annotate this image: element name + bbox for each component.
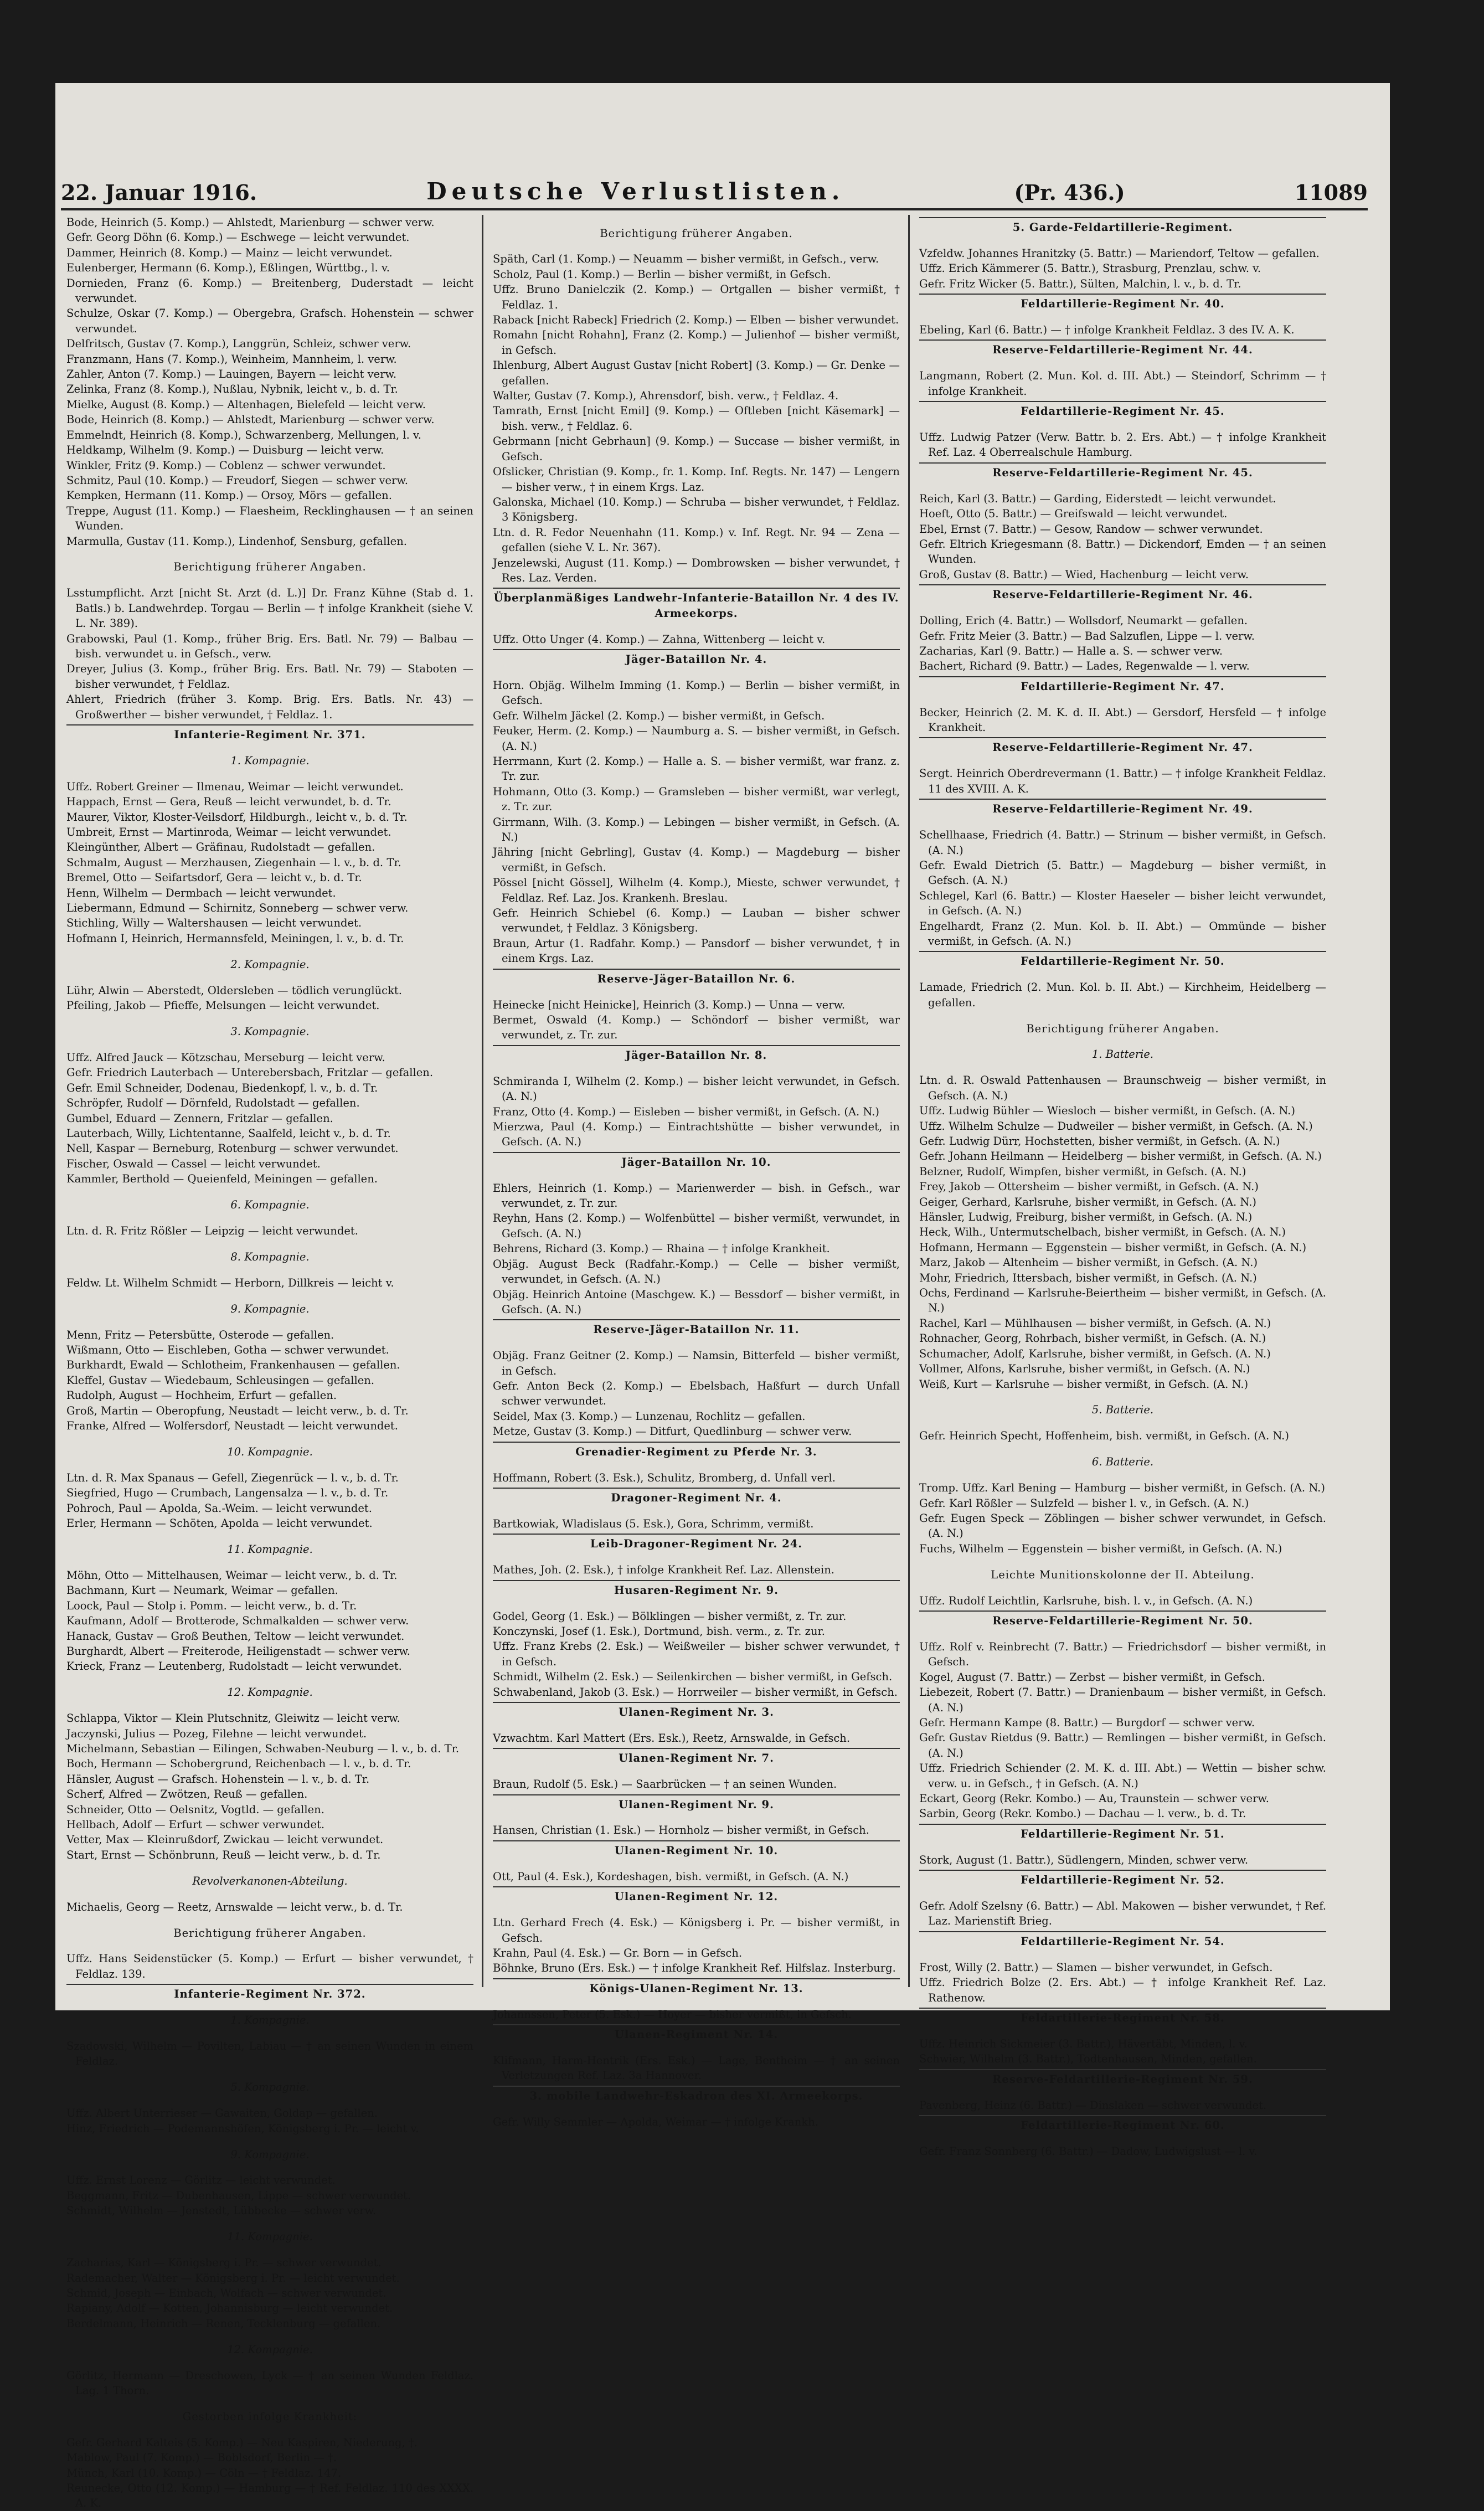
casualty-entry: Uffz. Hans Seidenstücker (5. Komp.) — Erfurt — bisher verwundet, † Feldlaz. 139. (66, 1952, 473, 1980)
casualty-entry: Mablow, Paul (7. Komp.) — Boblsdorf, Berlin — †. (66, 2451, 337, 2464)
casualty-entry: Gefr. Fritz Wicker (5. Battr.), Sülten, Malchin, l. v., b. d. Tr. (919, 277, 1241, 290)
casualty-entry: Uffz. Franz Krebs (2. Esk.) — Weißweiler — bisher schwer verwundet, † in Gefsch. (493, 1640, 900, 1668)
casualty-entry: Franke, Alfred — Wolfersdorf, Neustadt — leicht verwundet. (66, 1419, 398, 1433)
casualty-entry: Galonska, Michael (10. Komp.) — Schruba — bisher verwundet, † Feldlaz. 3 Königsberg. (493, 495, 900, 524)
section-heading: Feldartillerie-Regiment Nr. 47. (919, 676, 1326, 694)
casualty-entry: Ihlenburg, Albert August Gustav [nicht Robert] (3. Komp.) — Gr. Denke — gefallen. (493, 359, 900, 387)
casualty-entry: Delfritsch, Gustav (7. Komp.), Langgrün, Schleiz, schwer verw. (66, 337, 411, 351)
section-heading: 3. mobile Landwehr-Eskadron des XI. Armeekorps. (493, 2086, 900, 2103)
casualty-entry: Klifmann, Harm-Hentrik (Ers. Esk.) — Lage, Bentheim — † an seinen Verletzungen Ref. Laz. 3a Hannover. (493, 2054, 900, 2082)
page-header (61, 172, 1368, 205)
casualty-entry: Groß, Martin — Oberopfung, Neustadt — leicht verw., b. d. Tr. (66, 1404, 409, 1417)
casualty-entry: Rohnacher, Georg, Rohrbach, bisher vermißt, in Gefsch. (A. N.) (919, 1332, 1266, 1345)
column-divider (908, 215, 910, 1987)
section-heading: Feldartillerie-Regiment Nr. 54. (919, 1931, 1326, 1949)
casualty-entry: Gefr. Gustav Rietdus (9. Battr.) — Remlingen — bisher vermißt, in Gefsch. (A. N.) (919, 1731, 1326, 1759)
casualty-entry: Jähring [nicht Gebrling], Gustav (4. Komp.) — Magdeburg — bisher vermißt, in Gefsch. (493, 846, 900, 874)
casualty-entry: Rachel, Karl — Mühlhausen — bisher vermißt, in Gefsch. (A. N.) (919, 1316, 1271, 1330)
casualty-entry: Schlappa, Viktor — Klein Plutschnitz, Gleiwitz — leicht verw. (66, 1712, 400, 1725)
casualty-entry: Uffz. Ludwig Patzer (Verw. Battr. b. 2. Ers. Abt.) — † infolge Krankheit Ref. Laz. 4 Oberrealschule Hamburg. (919, 431, 1326, 459)
casualty-entry: Fischer, Oswald — Cassel — leicht verwundet. (66, 1157, 321, 1170)
casualty-entry: Münch, Karl (10. Komp.) — Cöln — † Feldlaz. 147. (66, 2466, 342, 2479)
casualty-entry: Gefr. Eugen Speck — Zöblingen — bisher schwer verwundet, in Gefsch. (A. N.) (919, 1511, 1326, 1540)
casualty-entry: Hansen, Christian (1. Esk.) — Hornholz — bisher vermißt, in Gefsch. (493, 1824, 869, 1837)
casualty-entry: Dreyer, Julius (3. Komp., früher Brig. Ers. Batl. Nr. 79) — Staboten — bisher verwundet, † Feldlaz. (66, 662, 473, 691)
casualty-entry: Gefr. Wilhelm Jäckel (2. Komp.) — bisher vermißt, in Gefsch. (493, 709, 825, 722)
subheading: Leichte Munitionskolonne der II. Abteilung. (991, 1568, 1255, 1581)
casualty-entry: Bremel, Otto — Seifartsdorf, Gera — leicht v., b. d. Tr. (66, 871, 362, 884)
casualty-entry: Szadowski, Wilhelm — Povilten, Labiau — † an seinen Wunden in einem Feldlaz. (66, 2040, 473, 2068)
column-3 (919, 215, 1326, 2158)
column-2 (493, 215, 900, 2128)
casualty-entry: Zelinka, Franz (8. Komp.), Nußlau, Nybnik, leicht v., b. d. Tr. (66, 383, 398, 396)
casualty-entry: Krahn, Paul (4. Esk.) — Gr. Born — in Gefsch. (493, 1946, 743, 1959)
casualty-entry: Walter, Gustav (7. Komp.), Ahrensdorf, bish. verw., † Feldlaz. 4. (493, 389, 839, 403)
casualty-entry: Bermet, Oswald (4. Komp.) — Schöndorf — bisher vermißt, war verwundet, z. Tr. zur. (493, 1013, 900, 1042)
casualty-entry: Vzwachtm. Karl Mattert (Ers. Esk.), Reetz, Arnswalde, in Gefsch. (493, 1731, 851, 1745)
casualty-entry: Eulenberger, Hermann (6. Komp.), Eßlingen, Württbg., l. v. (66, 261, 390, 275)
casualty-entry: Schwabenland, Jakob (3. Esk.) — Horrweiler — bisher vermißt, in Gefsch. (493, 1685, 898, 1699)
casualty-entry: Kaufmann, Adolf — Brotterode, Schmalkalden — schwer verw. (66, 1614, 409, 1628)
casualty-entry: Ltn. d. R. Oswald Pattenhausen — Braunschweig — bisher vermißt, in Gefsch. (A. N.) (919, 1074, 1326, 1102)
casualty-entry: Ott, Paul (4. Esk.), Kordeshagen, bish. vermißt, in Gefsch. (A. N.) (493, 1870, 849, 1883)
casualty-entry: Hoffmann, Robert (3. Esk.), Schulitz, Bromberg, d. Unfall verl. (493, 1471, 836, 1484)
casualty-entry: Stork, August (1. Battr.), Südlengern, Minden, schwer verw. (919, 1853, 1249, 1866)
casualty-entry: Uffz. Heinrich Sickmeier (3. Battr.), Hävertäbt, Minden, l. v. (919, 2037, 1248, 2050)
casualty-entry: Zacharias, Karl — Königsberg i. Pr. — schwer verwundet. (66, 2256, 382, 2270)
casualty-entry: Happach, Ernst — Gera, Reuß — leicht verwundet, b. d. Tr. (66, 795, 391, 809)
casualty-entry: Erler, Hermann — Schöten, Apolda — leicht verwundet. (66, 1517, 373, 1530)
casualty-entry: Maurer, Viktor, Kloster-Veilsdorf, Hildburgh., leicht v., b. d. Tr. (66, 810, 408, 824)
casualty-entry: Pössel [nicht Gössel], Wilhelm (4. Komp.), Mieste, schwer verwundet, † Feldlaz. Ref. Laz. Jos. Krankenh. Breslau. (493, 876, 900, 904)
casualty-entry: Franz, Otto (4. Komp.) — Eisleben — bisher vermißt, in Gefsch. (A. N.) (493, 1105, 880, 1118)
casualty-entry: Dornieden, Franz (6. Komp.) — Breitenberg, Duderstadt — leicht verwundet. (66, 276, 473, 305)
section-heading: 5. Garde-Feldartillerie-Regiment. (919, 217, 1326, 235)
casualty-entry: Schmid, Joseph — Einbach, Wolfach — schwer verwundet. (66, 2286, 387, 2299)
casualty-entry: Hanack, Gustav — Groß Beuthen, Teltow — leicht verwundet. (66, 1629, 405, 1643)
section-heading: Infanterie-Regiment Nr. 372. (66, 1984, 473, 2001)
casualty-entry: Geiger, Gerhard, Karlsruhe, bisher vermißt, in Gefsch. (A. N.) (919, 1195, 1257, 1208)
subheading: 10. Kompagnie. (227, 1445, 313, 1458)
casualty-entry: Bode, Heinrich (8. Komp.) — Ahlstedt, Marienburg — schwer verw. (66, 413, 435, 426)
casualty-entry: Bartkowiak, Wladislaus (5. Esk.), Gora, Schrimm, vermißt. (493, 1517, 814, 1530)
casualty-entry: Rademacher, Walter — Königsberg i. Pr. — leicht verwundet. (66, 2271, 400, 2284)
casualty-entry: Uffz. Erich Kämmerer (5. Battr.), Strasburg, Prenzlau, schw. v. (919, 262, 1261, 275)
casualty-entry: Hoeft, Otto (5. Battr.) — Greifswald — leicht verwundet. (919, 507, 1228, 521)
casualty-entry: Uffz. Bruno Danielczik (2. Komp.) — Ortgallen — bisher vermißt, † Feldlaz. 1. (493, 283, 900, 311)
casualty-entry: Vetter, Max — Kleinrußdorf, Zwickau — leicht verwundet. (66, 1833, 384, 1846)
casualty-entry: Reyhn, Hans (2. Komp.) — Wolfenbüttel — bisher vermißt, verwundet, in Gefsch. (A. N.) (493, 1212, 900, 1240)
casualty-entry: Kleffel, Gustav — Wiedebaum, Schleusingen — gefallen. (66, 1373, 375, 1387)
casualty-entry: Kammler, Berthold — Queienfeld, Meiningen — gefallen. (66, 1172, 378, 1186)
newspaper-page (55, 83, 1390, 2510)
section-heading: Jäger-Bataillon Nr. 8. (493, 1045, 900, 1063)
casualty-entry: Schmiranda I, Wilhelm (2. Komp.) — bisher leicht verwundet, in Gefsch. (A. N.) (493, 1074, 900, 1103)
casualty-entry: Uffz. Rudolf Leichtlin, Karlsruhe, bish. l. v., in Gefsch. (A. N.) (919, 1594, 1253, 1607)
casualty-entry: Marz, Jakob — Altenheim — bisher vermißt, in Gefsch. (A. N.) (919, 1256, 1258, 1269)
casualty-entry: Feuker, Herm. (2. Komp.) — Naumburg a. S. — bisher vermißt, in Gefsch. (A. N.) (493, 724, 900, 753)
casualty-entry: Gefr. Fritz Meier (3. Battr.) — Bad Salzuflen, Lippe — l. verw. (919, 629, 1255, 642)
section-heading: Infanterie-Regiment Nr. 371. (66, 724, 473, 742)
casualty-entry: Schulze, Oskar (7. Komp.) — Obergebra, Grafsch. Hohenstein — schwer verwundet. (66, 307, 473, 335)
header-date: 22. Januar 1916. (61, 180, 257, 205)
casualty-entry: Romahn [nicht Rohahn], Franz (2. Komp.) — Julienhof — bisher vermißt, in Gefsch. (493, 328, 900, 357)
casualty-entry: Becker, Heinrich (2. M. K. d. II. Abt.) — Gersdorf, Hersfeld — † infolge Krankheit. (919, 706, 1326, 734)
casualty-entry: Gefr. Franz Sonnberg (6. Battr.) — Dadow, Ludwigslust — l. v. (919, 2144, 1258, 2158)
section-heading: Königs-Ulanen-Regiment Nr. 13. (493, 1978, 900, 1996)
section-heading: Dragoner-Regiment Nr. 4. (493, 1488, 900, 1505)
casualty-entry: Tromp. Uffz. Karl Bening — Hamburg — bisher vermißt, in Gefsch. (A. N.) (919, 1481, 1325, 1495)
casualty-entry: Uffz. Otto Unger (4. Komp.) — Zahna, Wittenberg — leicht v. (493, 632, 826, 646)
section-heading: Ulanen-Regiment Nr. 10. (493, 1840, 900, 1858)
casualty-entry: Rapiany, Adolf — Kotten, Johannisburg — leicht verwundet. (66, 2302, 393, 2315)
casualty-entry: Johannssen, Peter (5. Esk.) — Hoyer — bisher vermißt, in Gefsch. (493, 2008, 852, 2021)
casualty-entry: Start, Ernst — Schönbrunn, Reuß — leicht verw., b. d. Tr. (66, 1848, 381, 1861)
casualty-entry: Burghardt, Albert — Freiterode, Heiligenstadt — schwer verw. (66, 1644, 411, 1658)
header-page-number: 11089 (1294, 180, 1368, 205)
casualty-entry: Böhnke, Bruno (Ers. Esk.) — † infolge Krankheit Ref. Hilfslaz. Insterburg. (493, 1962, 896, 1975)
casualty-entry: Horn. Objäg. Wilhelm Imming (1. Komp.) — Berlin — bisher vermißt, in Gefsch. (493, 678, 900, 707)
casualty-entry: Ltn. d. R. Fedor Neuenhahn (11. Komp.) v. Inf. Regt. Nr. 94 — Zena — gefallen (siehe V. L. Nr. 367). (493, 526, 900, 554)
casualty-entry: Pavenberg, Heinz (6. Battr.) — Dinslaken — schwer verwundet. (919, 2098, 1267, 2112)
subheading: 9. Kompagnie. (230, 2148, 310, 2161)
casualty-entry: Görlitz, Hermann — Dreschowen, Lyck — † an seinen Wunden Feldlaz. Lag. 1 Thorn. (66, 2369, 473, 2397)
subheading: Berichtigung früherer Angaben. (173, 1926, 367, 1939)
subheading: 5. Kompagnie. (230, 2081, 310, 2094)
casualty-entry: Burkhardt, Ewald — Schlotheim, Frankenhausen — gefallen. (66, 1359, 400, 1372)
section-heading: Feldartillerie-Regiment Nr. 52. (919, 1870, 1326, 1887)
section-heading: Jäger-Bataillon Nr. 10. (493, 1152, 900, 1170)
header-rule (61, 208, 1368, 210)
subheading: 5. Batterie. (1091, 1403, 1154, 1417)
casualty-entry: Hänsler, August — Grafsch. Hohenstein — l. v., b. d. Tr. (66, 1772, 370, 1786)
subheading: 1. Batterie. (1091, 1048, 1154, 1061)
casualty-entry: Marmulla, Gustav (11. Komp.), Lindenhof, Sensburg, gefallen. (66, 534, 407, 548)
section-heading: Feldartillerie-Regiment Nr. 50. (919, 951, 1326, 969)
casualty-entry: Uffz. Ludwig Bühler — Wiesloch — bisher vermißt, in Gefsch. (A. N.) (919, 1104, 1295, 1118)
casualty-entry: Vzfeldw. Johannes Hranitzky (5. Battr.) — Mariendorf, Teltow — gefallen. (919, 246, 1320, 260)
casualty-entry: Rudolph, August — Hochheim, Erfurt — gefallen. (66, 1389, 337, 1402)
section-heading: Ulanen-Regiment Nr. 14. (493, 2024, 900, 2042)
subheading: 6. Batterie. (1091, 1455, 1154, 1469)
casualty-entry: Schellhaase, Friedrich (4. Battr.) — Strinum — bisher vermißt, in Gefsch. (A. N.) (919, 829, 1326, 857)
casualty-entry: Gefr. Heinrich Schiebel (6. Komp.) — Lauban — bisher schwer verwundet, † Feldlaz. 3 Königsberg. (493, 907, 900, 935)
section-heading: Ulanen-Regiment Nr. 12. (493, 1886, 900, 1904)
subheading: 1. Kompagnie. (230, 754, 310, 767)
section-heading: Feldartillerie-Regiment Nr. 40. (919, 294, 1326, 311)
casualty-entry: Braun, Rudolf (5. Esk.) — Saarbrücken — † an seinen Wunden. (493, 1778, 837, 1791)
casualty-entry: Lauterbach, Willy, Lichtentanne, Saalfeld, leicht v., b. d. Tr. (66, 1126, 391, 1140)
casualty-entry: Hofmann I, Heinrich, Hermannsfeld, Meiningen, l. v., b. d. Tr. (66, 932, 404, 945)
casualty-entry: Uffz. Friedrich Schiender (2. M. K. d. III. Abt.) — Wettin — bisher schw. verw. u. in Gefsch., † in Gefsch. (A. N.) (919, 1762, 1326, 1790)
casualty-entry: Belzner, Rudolf, Wimpfen, bisher vermißt, in Gefsch. (A. N.) (919, 1165, 1246, 1178)
section-heading: Feldartillerie-Regiment Nr. 58. (919, 2008, 1326, 2025)
casualty-entry: Umbreit, Ernst — Martinroda, Weimar — leicht verwundet. (66, 826, 391, 839)
section-heading: Feldartillerie-Regiment Nr. 51. (919, 1824, 1326, 1841)
casualty-entry: Mohr, Friedrich, Ittersbach, bisher vermißt, in Gefsch. (A. N.) (919, 1271, 1257, 1284)
casualty-entry: Nell, Kaspar — Berneburg, Rotenburg — schwer verwundet. (66, 1142, 399, 1155)
casualty-entry: Liebezeit, Robert (7. Battr.) — Dranienbaum — bisher vermißt, in Gefsch. (A. N.) (919, 1686, 1326, 1714)
casualty-entry: Ahlert, Friedrich (früher 3. Komp. Brig. Ers. Batls. Nr. 43) — Großwerther — bisher verwundet, † Feldlaz. 1. (66, 693, 473, 721)
subheading: 11. Kompagnie. (227, 2230, 313, 2244)
casualty-entry: Späth, Carl (1. Komp.) — Neuamm — bisher vermißt, in Gefsch., verw. (493, 253, 879, 266)
casualty-entry: Gefr. Georg Döhn (6. Komp.) — Eschwege — leicht verwundet. (66, 231, 410, 244)
subheading: Berichtigung früherer Angaben. (600, 227, 793, 240)
casualty-entry: Godel, Georg (1. Esk.) — Bölklingen — bisher vermißt, z. Tr. zur. (493, 1609, 847, 1623)
casualty-entry: Gefr. Eltrich Kriegesmann (8. Battr.) — Dickendorf, Emden — † an seinen Wunden. (919, 538, 1326, 566)
casualty-entry: Dolling, Erich (4. Battr.) — Wollsdorf, Neumarkt — gefallen. (919, 614, 1248, 627)
casualty-entry: Ltn. Gerhard Frech (4. Esk.) — Königsberg i. Pr. — bisher vermißt, in Gefsch. (493, 1916, 900, 1944)
casualty-entry: Sergt. Heinrich Oberdrevermann (1. Battr.) — † infolge Krankheit Feldlaz. 11 des XVIII. A. K. (919, 767, 1326, 795)
casualty-entry: Ochs, Ferdinand — Karlsruhe-Beiertheim — bisher vermißt, in Gefsch. (A. N.) (919, 1287, 1326, 1315)
header-issue: (Pr. 436.) (1014, 180, 1125, 205)
casualty-entry: Gefr. Friedrich Lauterbach — Unterebersbach, Fritzlar — gefallen. (66, 1066, 434, 1079)
section-heading: Überplanmäßiges Landwehr-Infanterie-Bataillon Nr. 4 des IV. Armeekorps. (493, 588, 900, 621)
casualty-entry: Gefr. Anton Beck (2. Komp.) — Ebelsbach, Haßfurt — durch Unfall schwer verwundet. (493, 1380, 900, 1408)
casualty-entry: Behrens, Richard (3. Komp.) — Rhaina — † infolge Krankheit. (493, 1242, 830, 1256)
casualty-entry: Gefr. Ewald Dietrich (5. Battr.) — Magdeburg — bisher vermißt, in Gefsch. (A. N.) (919, 858, 1326, 887)
casualty-entry: Dammer, Heinrich (8. Komp.) — Mainz — leicht verwundet. (66, 246, 393, 259)
casualty-entry: Bachmann, Kurt — Neumark, Weimar — gefallen. (66, 1584, 338, 1597)
casualty-entry: Gefr. Adolf Szelsny (6. Battr.) — Abl. Makowen — bisher verwundet, † Ref. Laz. Marienstift Brieg. (919, 1899, 1326, 1928)
casualty-entry: Uffz. Robert Greiner — Ilmenau, Weimar — leicht verwundet. (66, 780, 404, 793)
casualty-entry: Boch, Hermann — Schobergrund, Reichenbach — l. v., b. d. Tr. (66, 1757, 411, 1771)
casualty-entry: Heldkamp, Wilhelm (9. Komp.) — Duisburg — leicht verw. (66, 444, 384, 457)
casualty-entry: Winkler, Fritz (9. Komp.) — Coblenz — schwer verwundet. (66, 459, 386, 472)
casualty-entry: Kogel, August (7. Battr.) — Zerbst — bisher vermißt, in Gefsch. (919, 1670, 1265, 1684)
casualty-entry: Uffz. Alfred Jauck — Kötzschau, Merseburg — leicht verw. (66, 1051, 385, 1064)
casualty-entry: Sarbin, Georg (Rekr. Kombo.) — Dachau — l. verw., b. d. Tr. (919, 1807, 1246, 1820)
casualty-entry: Uffz. Wilhelm Schulze — Dudweiler — bisher vermißt, in Gefsch. (A. N.) (919, 1119, 1313, 1133)
casualty-entry: Herrmann, Kurt (2. Komp.) — Halle a. S. — bisher vermißt, war franz. z. Tr. zur. (493, 755, 900, 783)
casualty-entry: Fuchs, Wilhelm — Eggenstein — bisher vermißt, in Gefsch. (A. N.) (919, 1542, 1282, 1555)
casualty-entry: Gefr. Gerhard Kalteis (5. Komp.) — Neu Kaspiren, Niederung, †. (66, 2436, 418, 2449)
casualty-entry: Ltn. d. R. Fritz Rößler — Leipzig — leicht verwundet. (66, 1224, 358, 1237)
casualty-entry: Reich, Karl (3. Battr.) — Garding, Eiderstedt — leicht verwundet. (919, 492, 1276, 505)
casualty-entry: Liebermann, Edmund — Schirnitz, Sonneberg — schwer verw. (66, 902, 409, 915)
casualty-entry: Bachert, Richard (9. Battr.) — Lades, Regenwalde — l. verw. (919, 660, 1250, 673)
casualty-entry: Lühr, Alwin — Aberstedt, Oldersleben — tödlich verunglückt. (66, 984, 402, 997)
casualty-entry: Gefr. Ludwig Dürr, Hochstetten, bisher vermißt, in Gefsch. (A. N.) (919, 1135, 1280, 1148)
casualty-entry: Eckart, Georg (Rekr. Kombo.) — Au, Traunstein — schwer verw. (919, 1792, 1269, 1805)
casualty-entry: Gefr. Emil Schneider, Dodenau, Biedenkopf, l. v., b. d. Tr. (66, 1081, 378, 1094)
subheading: Gestorben infolge Krankheit: (182, 2410, 358, 2423)
subheading: 12. Kompagnie. (227, 1686, 313, 1699)
casualty-entry: Lsstumpflicht. Arzt [nicht St. Arzt (d. L.)] Dr. Franz Kühne (Stab d. 1. Batls.) b. Landwehrdep. Torgau — Berlin — † infolge Krankheit (siehe V. L. Nr. 389). (66, 586, 473, 630)
casualty-entry: Uffz. Ernst Lorenz — Görlitz — leicht verwundet. (66, 2174, 336, 2187)
casualty-entry: Mierzwa, Paul (4. Komp.) — Eintrachtshütte — bisher verwundet, in Gefsch. (A. N.) (493, 1120, 900, 1149)
casualty-entry: Ebel, Ernst (7. Battr.) — Gesow, Randow — schwer verwundet. (919, 522, 1263, 536)
casualty-entry: Wißmann, Otto — Eischleben, Gotha — schwer verwundet. (66, 1344, 389, 1356)
section-heading: Husaren-Regiment Nr. 9. (493, 1580, 900, 1598)
section-heading: Ulanen-Regiment Nr. 7. (493, 1748, 900, 1766)
casualty-entry: Hofmann, Hermann — Eggenstein — bisher vermißt, in Gefsch. (A. N.) (919, 1241, 1307, 1254)
casualty-entry: Groß, Gustav (8. Battr.) — Wied, Hachenburg — leicht verw. (919, 568, 1249, 581)
casualty-entry: Schwier, Wilhelm (3. Battr.), Todtenhausen, Minden, gefallen. (919, 2052, 1257, 2066)
casualty-entry: Hänsler, Ludwig, Freiburg, bisher vermißt, in Gefsch. (A. N.) (919, 1211, 1253, 1224)
column-1 (66, 215, 473, 2510)
casualty-entry: Pohroch, Paul — Apolda, Sa.-Weim. — leicht verwundet. (66, 1501, 372, 1515)
casualty-entry: Hinz, Friedrich — Podemannshöfen, Königsberg i. Pr. — leicht v. (66, 2122, 419, 2135)
subheading: 8. Kompagnie. (230, 1250, 310, 1263)
subheading: Berichtigung früherer Angaben. (173, 560, 367, 574)
casualty-entry: Heck, Wilh., Untermutschelbach, bisher vermißt, in Gefsch. (A. N.) (919, 1226, 1286, 1239)
casualty-entry: Menn, Fritz — Petersbütte, Osterode — gefallen. (66, 1328, 334, 1341)
casualty-entry: Henn, Wilhelm — Dermbach — leicht verwundet. (66, 886, 336, 899)
section-heading: Reserve-Jäger-Bataillon Nr. 11. (493, 1319, 900, 1337)
casualty-entry: Lamade, Friedrich (2. Mun. Kol. b. II. Abt.) — Kirchheim, Heidelberg — gefallen. (919, 981, 1326, 1009)
subheading: 3. Kompagnie. (230, 1025, 310, 1038)
casualty-entry: Gefr. Hermann Kampe (8. Battr.) — Burgdorf — schwer verw. (919, 1716, 1255, 1729)
casualty-entry: Uffz. Friedrich Bolze (2. Ers. Abt.) — † infolge Krankheit Ref. Laz. Rathenow. (919, 1976, 1326, 2004)
section-heading: Reserve-Feldartillerie-Regiment Nr. 50. (919, 1610, 1326, 1628)
casualty-entry: Schmidt, Wilhelm (2. Esk.) — Seilenkirchen — bisher vermißt, in Gefsch. (493, 1670, 893, 1684)
casualty-entry: Ehlers, Heinrich (1. Komp.) — Marienwerder — bish. in Gefsch., war verwundet, z. Tr. zur. (493, 1181, 900, 1210)
casualty-entry: Franzmann, Hans (7. Komp.), Weinheim, Mannheim, l. verw. (66, 352, 397, 366)
casualty-entry: Stichling, Willy — Waltershausen — leicht verwundet. (66, 917, 362, 930)
section-heading: Reserve-Feldartillerie-Regiment Nr. 45. (919, 462, 1326, 480)
subheading: 1. Kompagnie. (230, 2014, 310, 2027)
casualty-entry: Objäg. Heinrich Antoine (Maschgew. K.) — Bessdorf — bisher vermißt, in Gefsch. (A. N.) (493, 1288, 900, 1316)
casualty-entry: Ofslicker, Christian (9. Komp., fr. 1. Komp. Inf. Regts. Nr. 147) — Lengern — bisher verw., † in einem Krgs. Laz. (493, 465, 900, 493)
casualty-entry: Gebrmann [nicht Gebrhaun] (9. Komp.) — Succase — bisher vermißt, in Gefsch. (493, 435, 900, 463)
casualty-entry: Scherf, Alfred — Zwötzen, Reuß — gefallen. (66, 1788, 308, 1801)
casualty-entry: Loock, Paul — Stolp i. Pomm. — leicht verw., b. d. Tr. (66, 1599, 357, 1612)
casualty-entry: Kempken, Hermann (11. Komp.) — Orsoy, Mörs — gefallen. (66, 489, 392, 502)
section-heading: Reserve-Feldartillerie-Regiment Nr. 46. (919, 584, 1326, 602)
casualty-entry: Scholz, Paul (1. Komp.) — Berlin — bisher vermißt, in Gefsch. (493, 267, 831, 281)
casualty-entry: Gefr. Karl Rößler — Sulzfeld — bisher l. v., in Gefsch. (A. N.) (919, 1496, 1249, 1510)
casualty-entry: Uffz. Albert Unterrieser — Gawaiten, Goldap — gefallen. (66, 2107, 378, 2120)
casualty-entry: Schneider, Otto — Oelsnitz, Vogtld. — gefallen. (66, 1803, 324, 1816)
casualty-entry: Engelhardt, Franz (2. Mun. Kol. b. II. Abt.) — Ommünde — bisher vermißt, in Gefsch. (A. N.) (919, 919, 1326, 948)
section-heading: Reserve-Jäger-Bataillon Nr. 6. (493, 969, 900, 986)
casualty-entry: Seidel, Max (3. Komp.) — Lunzenau, Rochlitz — gefallen. (493, 1409, 806, 1423)
casualty-entry: Treppe, August (11. Komp.) — Flaesheim, Recklinghausen — † an seinen Wunden. (66, 504, 473, 533)
casualty-entry: Konczynski, Josef (1. Esk.), Dortmund, bish. verm., z. Tr. zur. (493, 1624, 825, 1638)
subheading: 2. Kompagnie. (230, 958, 310, 971)
casualty-entry: Tamrath, Ernst [nicht Emil] (9. Komp.) — Oftleben [nicht Käsemark] — bish. verw., † Feldlaz. 6. (493, 404, 900, 433)
section-heading: Reserve-Feldartillerie-Regiment Nr. 47. (919, 737, 1326, 755)
casualty-entry: Zacharias, Karl (9. Battr.) — Halle a. S. — schwer verw. (919, 644, 1223, 657)
casualty-entry: Vollmer, Alfons, Karlsruhe, bisher vermißt, in Gefsch. (A. N.) (919, 1362, 1250, 1376)
casualty-entry: Schröpfer, Rudolf — Dörnfeld, Rudolstadt — gefallen. (66, 1097, 360, 1110)
casualty-entry: Emmelndt, Heinrich (8. Komp.), Schwarzenberg, Mellungen, l. v. (66, 428, 421, 441)
casualty-entry: Feldw. Lt. Wilhelm Schmidt — Herborn, Dillkreis — leicht v. (66, 1276, 394, 1289)
casualty-entry: Schmalm, August — Merzhausen, Ziegenhain — l. v., b. d. Tr. (66, 856, 401, 869)
casualty-entry: Berdelmann, Heinrich — Renen, Tecklenburg — gefallen. (66, 2317, 381, 2330)
casualty-entry: Gefr. Heinrich Specht, Hoffenheim, bish. vermißt, in Gefsch. (A. N.) (919, 1429, 1289, 1443)
casualty-entry: Hohmann, Otto (3. Komp.) — Gramsleben — bisher vermißt, war verlegt, z. Tr. zur. (493, 785, 900, 814)
casualty-entry: Jenzelewski, August (11. Komp.) — Dombrowsken — bisher verwundet, † Res. Laz. Verden. (493, 556, 900, 584)
casualty-entry: Schumacher, Adolf, Karlsruhe, bisher vermißt, in Gefsch. (A. N.) (919, 1347, 1271, 1360)
casualty-entry: Hellbach, Adolf — Erfurt — schwer verwundet. (66, 1818, 325, 1831)
casualty-entry: Schmidt, Wilhelm — Jenstedt, Lübbecke — schwer verw. (66, 2204, 377, 2217)
column-divider (482, 215, 483, 1987)
section-heading: Leib-Dragoner-Regiment Nr. 24. (493, 1534, 900, 1551)
casualty-entry: Objäg. Franz Geitner (2. Komp.) — Namsin, Bitterfeld — bisher vermißt, in Gefsch. (493, 1349, 900, 1377)
casualty-entry: Michelmann, Sebastian — Eilingen, Schwaben-Neuburg — l. v., b. d. Tr. (66, 1742, 460, 1755)
casualty-entry: Raback [nicht Rabeck] Friedrich (2. Komp.) — Elben — bisher verwundet. (493, 313, 899, 327)
casualty-entry: Zahler, Anton (7. Komp.) — Lauingen, Bayern — leicht verw. (66, 368, 397, 381)
casualty-entry: Siegfried, Hugo — Crumbach, Langensalza — l. v., b. d. Tr. (66, 1486, 389, 1500)
casualty-entry: Heinecke [nicht Heinicke], Heinrich (3. Komp.) — Unna — verw. (493, 998, 846, 1011)
section-heading: Feldartillerie-Regiment Nr. 60. (919, 2115, 1326, 2133)
section-heading: Grenadier-Regiment zu Pferde Nr. 3. (493, 1442, 900, 1459)
section-heading: Jäger-Bataillon Nr. 4. (493, 649, 900, 667)
casualty-entry: Frey, Jakob — Ottersheim — bisher vermißt, in Gefsch. (A. N.) (919, 1180, 1259, 1193)
casualty-entry: Möhn, Otto — Mittelhausen, Weimar — leicht verw., b. d. Tr. (66, 1568, 398, 1582)
casualty-entry: Pfeiling, Jakob — Pfieffe, Melsungen — leicht verwundet. (66, 999, 380, 1012)
subheading: 6. Kompagnie. (230, 1198, 310, 1212)
casualty-entry: Mathes, Joh. (2. Esk.), † infolge Krankheit Ref. Laz. Allenstein. (493, 1563, 834, 1577)
casualty-entry: Jaczynski, Julius — Pozeg, Filehne — leicht verwundet. (66, 1727, 367, 1740)
subheading: 12. Kompagnie. (227, 2343, 313, 2356)
casualty-entry: Metze, Gustav (3. Komp.) — Ditfurt, Quedlinburg — schwer verw. (493, 1425, 852, 1438)
section-heading: Ulanen-Regiment Nr. 3. (493, 1702, 900, 1720)
casualty-entry: Ebeling, Karl (6. Battr.) — † infolge Krankheit Feldlaz. 3 des IV. A. K. (919, 323, 1295, 337)
casualty-entry: Braun, Artur (1. Radfahr. Komp.) — Pansdorf — bisher verwundet, † in einem Krgs. Laz. (493, 937, 900, 965)
casualty-entry: Gefr. Willy Semmler — Apolda, Weimar — † infolge Krankh. (493, 2115, 818, 2128)
casualty-entry: Reunecke, Otto (12. Komp.) — Hamburg — † Ref. Feldlaz. 110 des XXXX. A. K. (66, 2481, 473, 2510)
header-title: Deutsche Verlustlisten. (426, 178, 845, 205)
casualty-entry: Beggmann, Fritz — Dubenhausen, Lippe — schwer verwundet. (66, 2189, 411, 2202)
section-heading: Reserve-Feldartillerie-Regiment Nr. 44. (919, 339, 1326, 357)
casualty-entry: Kleingünther, Albert — Gräfinau, Rudolstadt — gefallen. (66, 841, 375, 854)
casualty-entry: Grabowski, Paul (1. Komp., früher Brig. Ers. Batl. Nr. 79) — Balbau — bish. verwundet u. in Gefsch., verw. (66, 632, 473, 660)
casualty-entry: Uffz. Rolf v. Reinbrecht (7. Battr.) — Friedrichsdorf — bisher vermißt, in Gefsch. (919, 1640, 1326, 1669)
subheading: Berichtigung früherer Angaben. (1026, 1022, 1219, 1035)
subheading: 11. Kompagnie. (227, 1542, 313, 1556)
casualty-entry: Schmitz, Paul (10. Komp.) — Freudorf, Siegen — schwer verw. (66, 474, 408, 487)
subheading: Revolverkanonen-Abteilung. (192, 1874, 348, 1887)
casualty-entry: Mielke, August (8. Komp.) — Altenhagen, Bielefeld — leicht verw. (66, 398, 426, 411)
section-heading: Feldartillerie-Regiment Nr. 45. (919, 401, 1326, 419)
section-heading: Reserve-Feldartillerie-Regiment Nr. 49. (919, 799, 1326, 816)
casualty-entry: Schlegel, Karl (6. Battr.) — Kloster Haeseler — bisher leicht verwundet, in Gefsch. (A. N.) (919, 889, 1326, 918)
casualty-entry: Gefr. Johann Heilmann — Heidelberg — bisher vermißt, in Gefsch. (A. N.) (919, 1150, 1322, 1163)
casualty-entry: Gumbel, Eduard — Zennern, Fritzlar — gefallen. (66, 1112, 333, 1125)
subheading: 9. Kompagnie. (230, 1302, 310, 1315)
casualty-entry: Krieck, Franz — Leutenberg, Rudolstadt — leicht verwundet. (66, 1660, 402, 1673)
section-heading: Reserve-Feldartillerie-Regiment Nr. 59. (919, 2069, 1326, 2087)
casualty-entry: Objäg. August Beck (Radfahr.-Komp.) — Celle — bisher vermißt, verwundet, in Gefsch. (A. N.) (493, 1257, 900, 1286)
casualty-entry: Bode, Heinrich (5. Komp.) — Ahlstedt, Marienburg — schwer verw. (66, 216, 435, 229)
casualty-entry: Frost, Willy (2. Battr.) — Slamen — bisher verwundet, in Gefsch. (919, 1961, 1273, 1974)
section-heading: Ulanen-Regiment Nr. 9. (493, 1794, 900, 1812)
casualty-entry: Michaelis, Georg — Reetz, Arnswalde — leicht verw., b. d. Tr. (66, 1900, 403, 1913)
casualty-entry: Girrmann, Wilh. (3. Komp.) — Lebingen — bisher vermißt, in Gefsch. (A. N.) (493, 815, 900, 844)
casualty-entry: Ltn. d. R. Max Spanaus — Gefell, Ziegenrück — l. v., b. d. Tr. (66, 1471, 399, 1484)
casualty-entry: Langmann, Robert (2. Mun. Kol. d. III. Abt.) — Steindorf, Schrimm — † infolge Krankheit. (919, 369, 1326, 398)
casualty-entry: Weiß, Kurt — Karlsruhe — bisher vermißt, in Gefsch. (A. N.) (919, 1377, 1249, 1391)
